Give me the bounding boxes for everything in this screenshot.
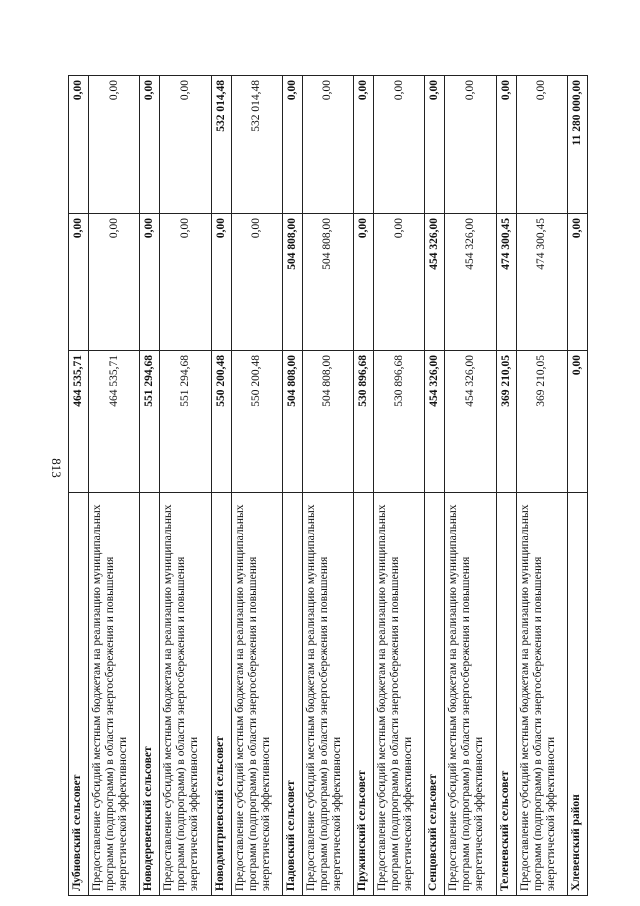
table-row-detail <box>374 76 425 896</box>
row-name-cell: Предоставление субсидий местным бюджетам на реализацию муниципальных программ (подпрограмм) в области энергосбережения и повышения энергетической эффективности <box>160 493 211 896</box>
value-cell-3: 0,00 <box>140 76 160 214</box>
value-cell-2: 0,00 <box>374 214 425 351</box>
value-cell-1: 454 326,00 <box>425 351 445 493</box>
value-cell-1: 530 896,68 <box>374 351 425 493</box>
table-row-total <box>211 76 231 896</box>
value-cell-1: 551 294,68 <box>160 351 211 493</box>
value-cell-2: 454 326,00 <box>425 214 445 351</box>
table-row-detail <box>516 76 567 896</box>
value-cell-1: 504 808,00 <box>302 351 353 493</box>
value-cell-2: 0,00 <box>89 214 140 351</box>
value-cell-2: 504 808,00 <box>302 214 353 351</box>
row-name-cell: Предоставление субсидий местным бюджетам на реализацию муниципальных программ (подпрограмм) в области энергосбережения и повышения энергетической эффективности <box>445 493 496 896</box>
table-row-detail <box>302 76 353 896</box>
value-cell-2: 0,00 <box>567 214 587 351</box>
value-cell-1: 464 535,71 <box>89 351 140 493</box>
value-cell-1: 550 200,48 <box>211 351 231 493</box>
value-cell-3: 0,00 <box>496 76 516 214</box>
row-name-cell: Лубновский сельсовет <box>69 493 89 896</box>
row-name-cell: Теленевский сельсовет <box>496 493 516 896</box>
value-cell-1: 369 210,05 <box>516 351 567 493</box>
row-name-cell: Сенцовский сельсовет <box>425 493 445 896</box>
page-number: 813 <box>49 458 64 478</box>
value-cell-2: 0,00 <box>231 214 282 351</box>
value-cell-3: 532 014,48 <box>211 76 231 214</box>
value-cell-3: 532 014,48 <box>231 76 282 214</box>
value-cell-3: 0,00 <box>354 76 374 214</box>
value-cell-3: 0,00 <box>89 76 140 214</box>
value-cell-2: 0,00 <box>354 214 374 351</box>
value-cell-1: 0,00 <box>567 351 587 493</box>
value-cell-1: 530 896,68 <box>354 351 374 493</box>
table-row-total <box>567 76 587 896</box>
value-cell-1: 464 535,71 <box>69 351 89 493</box>
table-row-total <box>496 76 516 896</box>
value-cell-2: 454 326,00 <box>445 214 496 351</box>
row-name-cell: Предоставление субсидий местным бюджетам на реализацию муниципальных программ (подпрограмм) в области энергосбережения и повышения энергетической эффективности <box>231 493 282 896</box>
value-cell-1: 551 294,68 <box>140 351 160 493</box>
value-cell-1: 504 808,00 <box>282 351 302 493</box>
subsidy-table <box>68 75 588 896</box>
row-name-cell: Пружинский сельсовет <box>354 493 374 896</box>
value-cell-3: 0,00 <box>425 76 445 214</box>
table-row-total <box>140 76 160 896</box>
value-cell-3: 0,00 <box>302 76 353 214</box>
row-name-cell: Предоставление субсидий местным бюджетам на реализацию муниципальных программ (подпрограмм) в области энергосбережения и повышения энергетической эффективности <box>374 493 425 896</box>
row-name-cell: Хлевенский район <box>567 493 587 896</box>
value-cell-2: 0,00 <box>140 214 160 351</box>
value-cell-3: 0,00 <box>282 76 302 214</box>
value-cell-2: 504 808,00 <box>282 214 302 351</box>
value-cell-3: 0,00 <box>69 76 89 214</box>
value-cell-3: 0,00 <box>160 76 211 214</box>
rotated-table-container <box>68 76 588 896</box>
value-cell-2: 0,00 <box>69 214 89 351</box>
row-name-cell: Новодеревенский сельсовет <box>140 493 160 896</box>
row-name-cell: Предоставление субсидий местным бюджетам на реализацию муниципальных программ (подпрограмм) в области энергосбережения и повышения энергетической эффективности <box>302 493 353 896</box>
value-cell-1: 369 210,05 <box>496 351 516 493</box>
table-row-detail <box>89 76 140 896</box>
value-cell-2: 0,00 <box>211 214 231 351</box>
table-row-detail <box>445 76 496 896</box>
table-row-detail <box>231 76 282 896</box>
table-row-total <box>282 76 302 896</box>
value-cell-3: 0,00 <box>516 76 567 214</box>
row-name-cell: Падовский сельсовет <box>282 493 302 896</box>
table-row-total <box>425 76 445 896</box>
value-cell-3: 11 280 000,00 <box>567 76 587 214</box>
value-cell-2: 474 300,45 <box>496 214 516 351</box>
value-cell-1: 454 326,00 <box>445 351 496 493</box>
table-row-detail <box>160 76 211 896</box>
table-row-total <box>69 76 89 896</box>
value-cell-1: 550 200,48 <box>231 351 282 493</box>
row-name-cell: Предоставление субсидий местным бюджетам на реализацию муниципальных программ (подпрограмм) в области энергосбережения и повышения энергетической эффективности <box>516 493 567 896</box>
row-name-cell: Новодмитриевский сельсовет <box>211 493 231 896</box>
table-row-total <box>354 76 374 896</box>
value-cell-3: 0,00 <box>374 76 425 214</box>
row-name-cell: Предоставление субсидий местным бюджетам на реализацию муниципальных программ (подпрограмм) в области энергосбережения и повышения энергетической эффективности <box>89 493 140 896</box>
value-cell-2: 0,00 <box>160 214 211 351</box>
value-cell-3: 0,00 <box>445 76 496 214</box>
value-cell-2: 474 300,45 <box>516 214 567 351</box>
